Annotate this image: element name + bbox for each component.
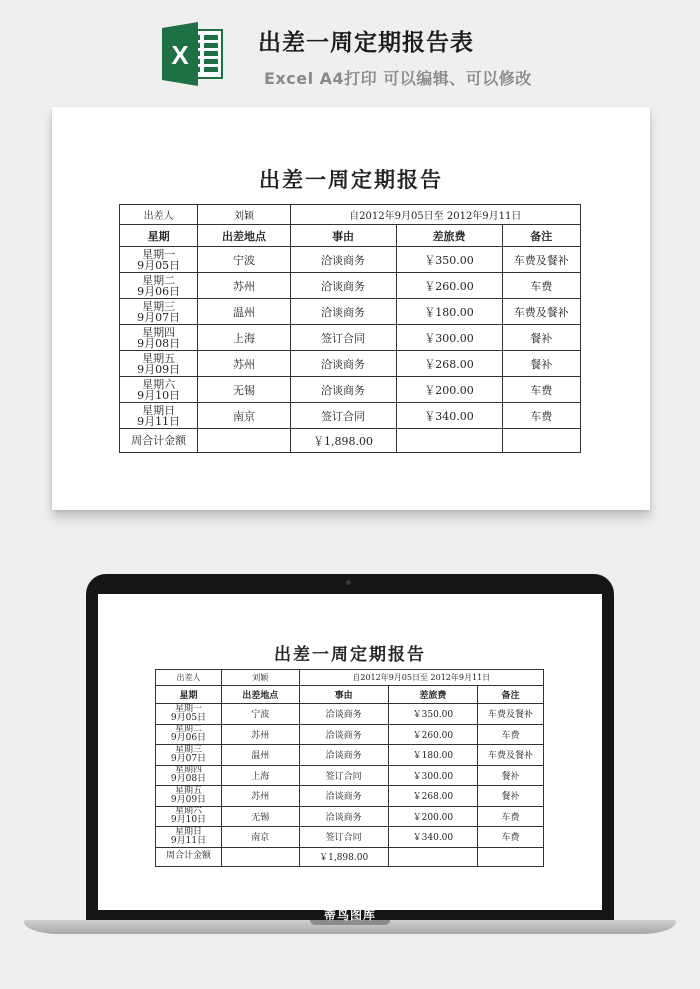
excel-logo-letter: X xyxy=(171,40,189,70)
empty-cell xyxy=(396,429,502,453)
total-amount: ￥1,898.00 xyxy=(299,847,388,866)
place-cell: 无锡 xyxy=(221,806,299,827)
note-cell: 车费及餐补 xyxy=(478,704,544,725)
table-header-row xyxy=(120,225,581,247)
note-cell: 车费 xyxy=(478,724,544,745)
table-row xyxy=(156,724,544,745)
table-row xyxy=(156,765,544,786)
reason-cell: 洽谈商务 xyxy=(290,377,396,403)
note-cell: 车费及餐补 xyxy=(502,247,580,273)
place-cell: 上海 xyxy=(221,765,299,786)
table-row xyxy=(120,299,581,325)
day-cell: 星期三 9月07日 xyxy=(120,299,198,325)
column-header: 出差地点 xyxy=(221,686,299,704)
table-row xyxy=(156,786,544,807)
day-cell: 星期四 9月08日 xyxy=(120,325,198,351)
reason-cell: 洽谈商务 xyxy=(290,351,396,377)
column-header: 事由 xyxy=(290,225,396,247)
cost-cell: ￥200.00 xyxy=(396,377,502,403)
place-cell: 苏州 xyxy=(198,273,290,299)
cost-cell: ￥268.00 xyxy=(388,786,477,807)
reason-cell: 签订合同 xyxy=(299,765,388,786)
day-cell: 星期一 9月05日 xyxy=(156,704,222,725)
total-amount: ￥1,898.00 xyxy=(290,429,396,453)
cost-cell: ￥350.00 xyxy=(396,247,502,273)
reason-cell: 洽谈商务 xyxy=(290,299,396,325)
report-title: 出差一周定期报告 xyxy=(274,645,426,665)
day-cell: 星期五 9月09日 xyxy=(156,786,222,807)
laptop-screen xyxy=(98,594,602,910)
table-row xyxy=(156,827,544,848)
total-label: 周合计金额 xyxy=(156,847,222,866)
reason-cell: 洽谈商务 xyxy=(299,704,388,725)
table-row xyxy=(156,704,544,725)
note-cell: 车费 xyxy=(502,273,580,299)
day-cell: 星期四 9月08日 xyxy=(156,765,222,786)
traveler-info-row xyxy=(120,205,581,225)
place-cell: 苏州 xyxy=(221,786,299,807)
reason-cell: 洽谈商务 xyxy=(299,724,388,745)
note-cell: 餐补 xyxy=(502,351,580,377)
travel-period: 自2012年9月05日至 2012年9月11日 xyxy=(290,205,580,225)
place-cell: 苏州 xyxy=(198,351,290,377)
day-cell: 星期二 9月06日 xyxy=(120,273,198,299)
travel-period: 自2012年9月05日至 2012年9月11日 xyxy=(299,670,543,686)
place-cell: 温州 xyxy=(198,299,290,325)
place-cell: 无锡 xyxy=(198,377,290,403)
table-row xyxy=(120,273,581,299)
column-header: 出差地点 xyxy=(198,225,290,247)
note-cell: 车费 xyxy=(478,806,544,827)
table-row xyxy=(120,351,581,377)
cost-cell: ￥260.00 xyxy=(388,724,477,745)
note-cell: 车费及餐补 xyxy=(502,299,580,325)
cost-cell: ￥180.00 xyxy=(396,299,502,325)
column-header: 备注 xyxy=(478,686,544,704)
cost-cell: ￥300.00 xyxy=(396,325,502,351)
place-cell: 苏州 xyxy=(221,724,299,745)
day-cell: 星期一 9月05日 xyxy=(120,247,198,273)
table-row xyxy=(120,247,581,273)
empty-cell xyxy=(388,847,477,866)
total-row xyxy=(156,847,544,866)
note-cell: 车费 xyxy=(478,827,544,848)
cost-cell: ￥180.00 xyxy=(388,745,477,766)
day-cell: 星期二 9月06日 xyxy=(156,724,222,745)
reason-cell: 洽谈商务 xyxy=(290,273,396,299)
report-sheet xyxy=(52,107,650,510)
note-cell: 餐补 xyxy=(478,786,544,807)
empty-cell xyxy=(478,847,544,866)
table-row xyxy=(156,806,544,827)
day-cell: 星期日 9月11日 xyxy=(120,403,198,429)
note-cell: 车费及餐补 xyxy=(478,745,544,766)
report-title: 出差一周定期报告 xyxy=(259,167,443,192)
table-row xyxy=(120,403,581,429)
column-header: 差旅费 xyxy=(388,686,477,704)
column-header: 星期 xyxy=(120,225,198,247)
cost-cell: ￥340.00 xyxy=(388,827,477,848)
total-row xyxy=(120,429,581,453)
reason-cell: 洽谈商务 xyxy=(299,745,388,766)
cost-cell: ￥260.00 xyxy=(396,273,502,299)
watermark: 蒂鸟图库 xyxy=(323,908,376,922)
report-table xyxy=(155,669,544,867)
excel-icon xyxy=(162,22,224,86)
page-title: 出差一周定期报告表 xyxy=(258,30,474,56)
place-cell: 南京 xyxy=(198,403,290,429)
cost-cell: ￥340.00 xyxy=(396,403,502,429)
empty-cell xyxy=(221,847,299,866)
reason-cell: 签订合同 xyxy=(290,403,396,429)
traveler-name: 刘颖 xyxy=(198,205,290,225)
reason-cell: 签订合同 xyxy=(299,827,388,848)
traveler-info-row xyxy=(156,670,544,686)
table-header-row xyxy=(156,686,544,704)
cost-cell: ￥350.00 xyxy=(388,704,477,725)
traveler-name: 刘颖 xyxy=(221,670,299,686)
reason-cell: 洽谈商务 xyxy=(299,786,388,807)
column-header: 差旅费 xyxy=(396,225,502,247)
traveler-label: 出差人 xyxy=(120,205,198,225)
place-cell: 宁波 xyxy=(221,704,299,725)
note-cell: 餐补 xyxy=(478,765,544,786)
day-cell: 星期日 9月11日 xyxy=(156,827,222,848)
note-cell: 餐补 xyxy=(502,325,580,351)
page-subtitle: Excel A4打印 可以编辑、可以修改 xyxy=(264,69,532,88)
cost-cell: ￥268.00 xyxy=(396,351,502,377)
day-cell: 星期六 9月10日 xyxy=(156,806,222,827)
total-label: 周合计金额 xyxy=(120,429,198,453)
day-cell: 星期五 9月09日 xyxy=(120,351,198,377)
report-table xyxy=(119,204,581,453)
note-cell: 车费 xyxy=(502,403,580,429)
place-cell: 温州 xyxy=(221,745,299,766)
place-cell: 上海 xyxy=(198,325,290,351)
reason-cell: 洽谈商务 xyxy=(290,247,396,273)
column-header: 备注 xyxy=(502,225,580,247)
column-header: 星期 xyxy=(156,686,222,704)
day-cell: 星期三 9月07日 xyxy=(156,745,222,766)
place-cell: 宁波 xyxy=(198,247,290,273)
cost-cell: ￥300.00 xyxy=(388,765,477,786)
empty-cell xyxy=(198,429,290,453)
reason-cell: 洽谈商务 xyxy=(299,806,388,827)
note-cell: 车费 xyxy=(502,377,580,403)
table-row xyxy=(120,325,581,351)
reason-cell: 签订合同 xyxy=(290,325,396,351)
table-row xyxy=(120,377,581,403)
place-cell: 南京 xyxy=(221,827,299,848)
table-row xyxy=(156,745,544,766)
column-header: 事由 xyxy=(299,686,388,704)
cost-cell: ￥200.00 xyxy=(388,806,477,827)
traveler-label: 出差人 xyxy=(156,670,222,686)
day-cell: 星期六 9月10日 xyxy=(120,377,198,403)
empty-cell xyxy=(502,429,580,453)
camera-icon xyxy=(346,580,351,585)
